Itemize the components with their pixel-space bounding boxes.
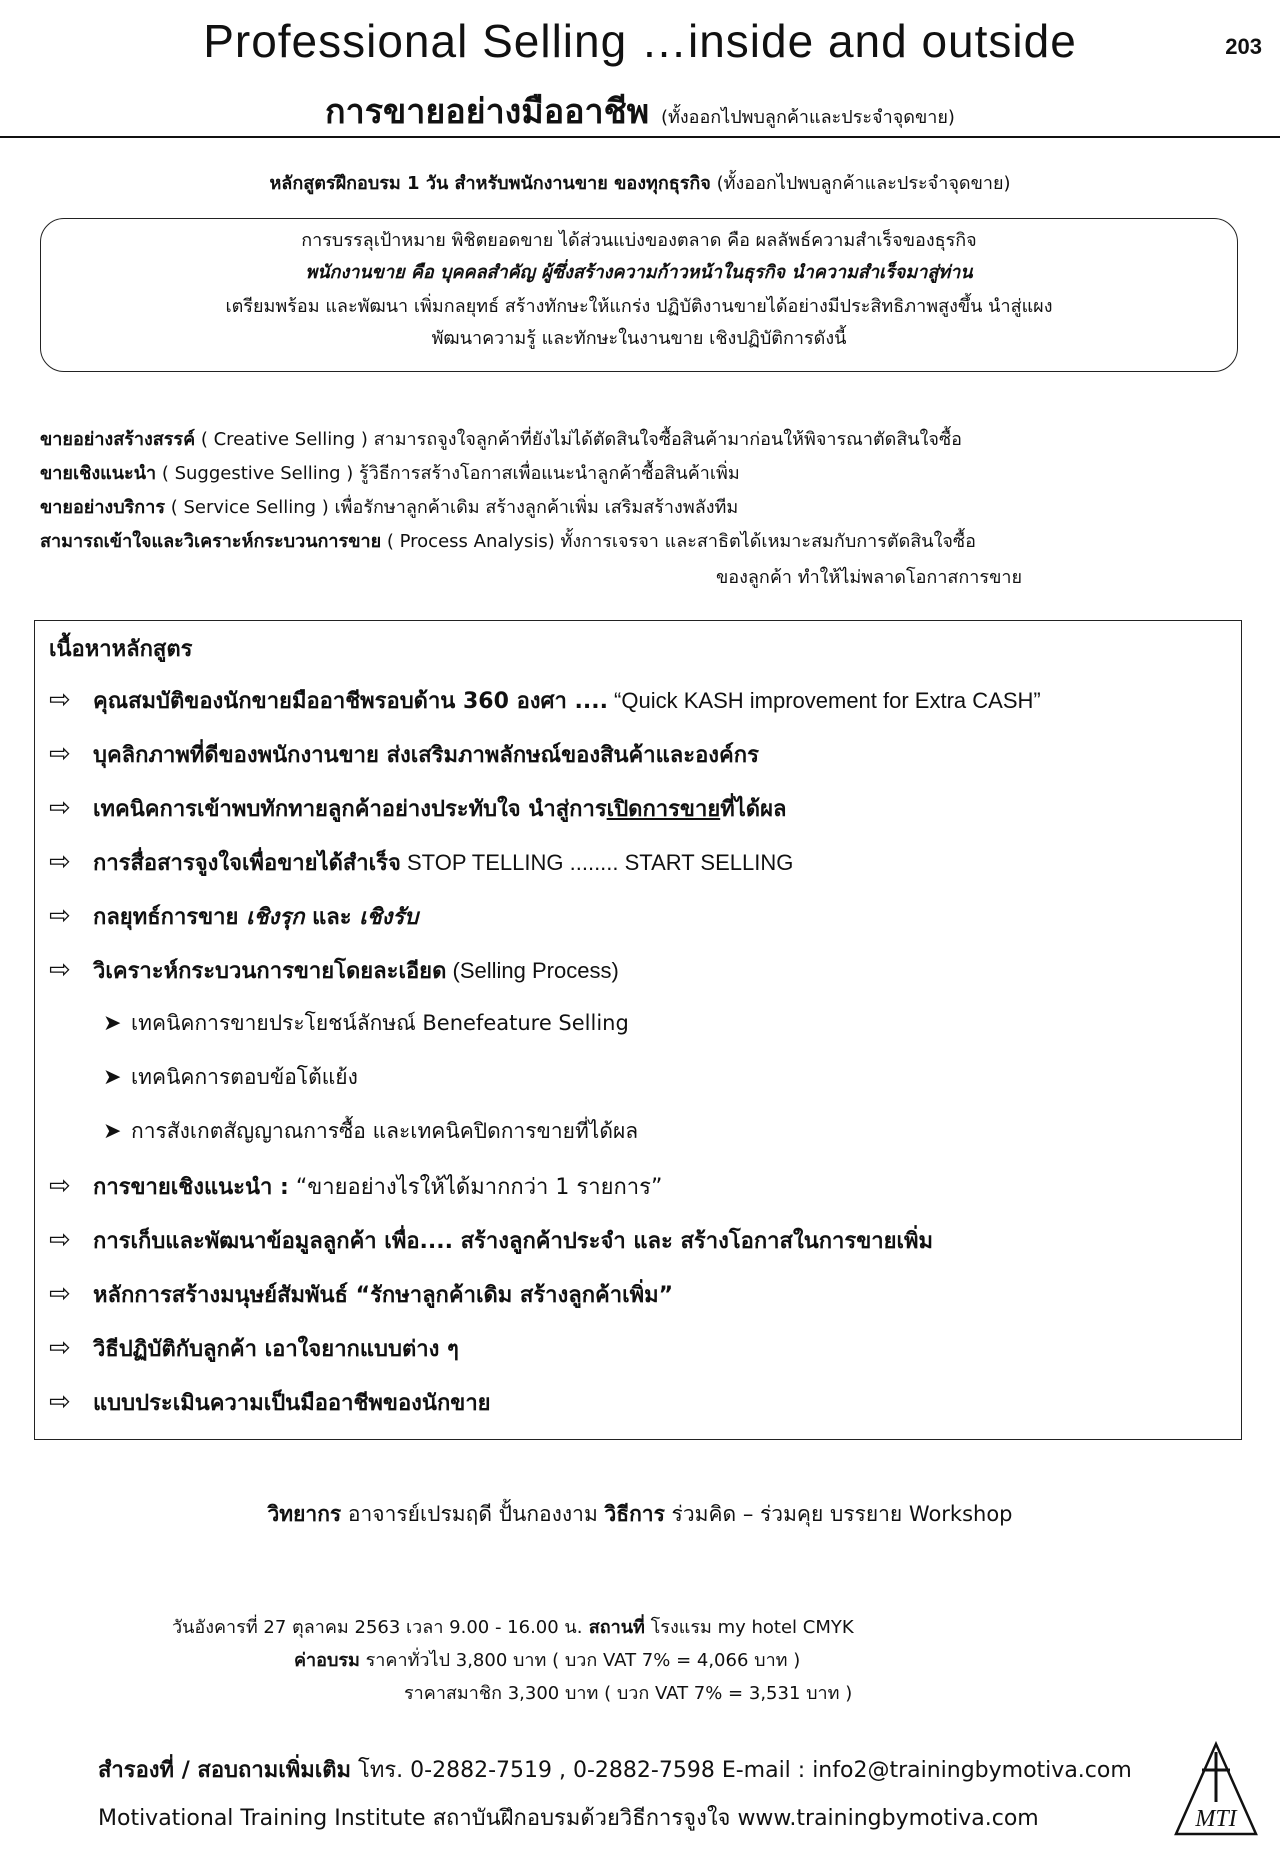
arrow-icon: ⇨	[49, 1171, 71, 1201]
selling-type-desc: ( Suggestive Selling ) รู้วิธีการสร้างโอกาสเพื่อแนะนำลูกค้าซื้อสินค้าเพิ่ม	[156, 463, 740, 484]
course-summary	[0, 168, 1280, 197]
mti-logo-text: MTI	[1195, 1806, 1237, 1832]
arrow-icon: ⇨	[49, 1333, 71, 1363]
speaker-name: อาจารย์เปรมฤดี ปั้นกองงาม	[341, 1502, 605, 1526]
speaker-label: วิทยากร	[267, 1502, 342, 1526]
intro-line: พนักงานขาย คือ บุคคลสำคัญ ผู้ซึ่งสร้างความก้าวหน้าในธุรกิจ นำความสำเร็จมาสู่ท่าน	[305, 262, 973, 283]
triangle-arrow-icon: ➤	[103, 1119, 122, 1144]
arrow-icon: ⇨	[49, 793, 71, 823]
arrow-icon: ⇨	[49, 1225, 71, 1255]
fee-general: ราคาทั่วไป 3,800 บาท ( บวก VAT 7% = 4,066 บาท )	[359, 1650, 801, 1671]
triangle-arrow-icon: ➤	[103, 1065, 122, 1090]
page-number: 203	[1225, 34, 1262, 59]
arrow-icon: ⇨	[49, 1279, 71, 1309]
method-label: วิธีการ	[604, 1502, 665, 1526]
content-item: ⇨ วิธีปฏิบัติกับลูกค้า เอาใจยากแบบต่าง ๆ	[49, 1333, 459, 1363]
content-item: ⇨ คุณสมบัติของนักขายมืออาชีพรอบด้าน 360 องศา .... “Quick KASH improvement for Extra CASH”	[49, 685, 1041, 715]
content-item: ⇨ การสื่อสารจูงใจเพื่อขายได้สำเร็จ STOP TELLING ........ START SELLING	[49, 847, 794, 877]
header-divider	[0, 136, 1280, 138]
venue-label: สถานที่	[582, 1617, 645, 1638]
content-item: ⇨ การขายเชิงแนะนำ : “ขายอย่างไรให้ได้มากกว่า 1 รายการ”	[49, 1171, 663, 1201]
content-sub-item: ➤ การสังเกตสัญญาณการซื้อ และเทคนิคปิดการขายที่ได้ผล	[103, 1119, 639, 1144]
content-item: ⇨ แบบประเมินความเป็นมืออาชีพของนักขาย	[49, 1387, 491, 1417]
intro-line: พัฒนาความรู้ และทักษะในงานขาย เชิงปฏิบัติการดังนี้	[431, 328, 847, 349]
content-item: ⇨ กลยุทธ์การขาย เชิงรุก และ เชิงรับ	[49, 901, 419, 931]
selling-type-row	[40, 458, 740, 487]
selling-type-label: ขายเชิงแนะนำ	[40, 463, 157, 484]
contact-line	[98, 1752, 1132, 1787]
arrow-icon: ⇨	[49, 739, 71, 769]
content-item: ⇨ เทคนิคการเข้าพบทักทายลูกค้าอย่างประทับใจ นำสู่การเปิดการขายที่ได้ผล	[49, 793, 787, 823]
fee-member: ราคาสมาชิก 3,300 บาท ( บวก VAT 7% = 3,531 บาท )	[404, 1683, 853, 1704]
course-summary-bold: หลักสูตรฝึกอบรม 1 วัน สำหรับพนักงานขาย ของทุกธุรกิจ	[269, 173, 711, 194]
intro-box	[40, 218, 1238, 372]
title-thai-main: การขายอย่างมืออาชีพ	[325, 92, 650, 132]
course-content-heading: เนื้อหาหลักสูตร	[49, 637, 193, 662]
venue-value: โรงแรม my hotel CMYK	[644, 1617, 854, 1638]
selling-type-row	[40, 526, 976, 555]
selling-type-desc: ( Process Analysis) ทั้งการเจรจา และสาธิตได้เหมาะสมกับการตัดสินใจซื้อ	[381, 531, 976, 552]
speaker-line	[0, 1498, 1280, 1531]
schedule-date: วันอังคารที่ 27 ตุลาคม 2563 เวลา 9.00 - 16.00 น.	[172, 1617, 583, 1638]
content-sub-item: ➤ เทคนิคการตอบข้อโต้แย้ง	[103, 1065, 358, 1090]
content-sub-item: ➤ เทคนิคการขายประโยชน์ลักษณ์ Benefeature Selling	[103, 1011, 629, 1036]
institute-line: Motivational Training Institute สถาบันฝึกอบรมด้วยวิธีการจูงใจ www.trainingbymotiva.com	[98, 1806, 1039, 1831]
content-item: ⇨ วิเคราะห์กระบวนการขายโดยละเอียด (Selling Process)	[49, 955, 619, 985]
selling-type-desc: ( Creative Selling ) สามารถจูงใจลูกค้าที่ยังไม่ได้ตัดสินใจซื้อสินค้ามาก่อนให้พิจารณาตัดสินใจซื้อ	[195, 429, 962, 450]
title-thai-sub: (ทั้งออกไปพบลูกค้าและประจำจุดขาย)	[660, 107, 955, 128]
intro-line: การบรรลุเป้าหมาย พิชิตยอดขาย ได้ส่วนแบ่งของตลาด คือ ผลลัพธ์ความสำเร็จของธุรกิจ	[301, 230, 977, 251]
selling-type-desc: ( Service Selling ) เพื่อรักษาลูกค้าเดิม สร้างลูกค้าเพิ่ม เสริมสร้างพลังทีม	[164, 497, 739, 518]
contact-label: สำรองที่ / สอบถามเพิ่มเติม	[98, 1758, 352, 1783]
content-item: ⇨ หลักการสร้างมนุษย์สัมพันธ์ “รักษาลูกค้าเดิม สร้างลูกค้าเพิ่ม”	[49, 1279, 674, 1309]
course-summary-note: (ทั้งออกไปพบลูกค้าและประจำจุดขาย)	[716, 173, 1011, 194]
title-english: Professional Selling …inside and outside	[203, 15, 1077, 67]
fee-label: ค่าอบรม	[294, 1650, 360, 1671]
selling-type-label: ขายอย่างสร้างสรรค์	[40, 429, 196, 450]
selling-type-label: ขายอย่างบริการ	[40, 497, 165, 518]
course-content-box	[34, 620, 1242, 1440]
selling-type-label: สามารถเข้าใจและวิเคราะห์กระบวนการขาย	[40, 531, 382, 552]
intro-line: เตรียมพร้อม และพัฒนา เพิ่มกลยุทธ์ สร้างทักษะให้แกร่ง ปฏิบัติงานขายได้อย่างมีประสิทธิภาพสูงขึ้น นำสู่แผง	[225, 296, 1053, 317]
arrow-icon: ⇨	[49, 901, 71, 931]
arrow-icon: ⇨	[49, 685, 71, 715]
mti-logo-icon	[1172, 1740, 1260, 1838]
arrow-icon: ⇨	[49, 955, 71, 985]
mti-logo	[1172, 1740, 1260, 1838]
contact-phones-email: โทร. 0-2882-7519 , 0-2882-7598 E-mail : info2@trainingbymotiva.com	[351, 1758, 1132, 1783]
content-item: ⇨ การเก็บและพัฒนาข้อมูลลูกค้า เพื่อ.... สร้างลูกค้าประจำ และ สร้างโอกาสในการขายเพิ่ม	[49, 1225, 934, 1255]
selling-type-tail: ของลูกค้า ทำให้ไม่พลาดโอกาสการขาย	[716, 567, 1023, 588]
triangle-arrow-icon: ➤	[103, 1011, 122, 1036]
selling-type-row	[40, 492, 738, 521]
arrow-icon: ⇨	[49, 1387, 71, 1417]
schedule-line	[172, 1612, 854, 1641]
fee-line	[294, 1645, 800, 1674]
title-thai	[0, 84, 1280, 138]
content-item: ⇨ บุคลิกภาพที่ดีของพนักงานขาย ส่งเสริมภาพลักษณ์ของสินค้าและองค์กร	[49, 739, 759, 769]
arrow-icon: ⇨	[49, 847, 71, 877]
method-value: ร่วมคิด – ร่วมคุย บรรยาย Workshop	[664, 1502, 1013, 1526]
selling-type-row	[40, 424, 962, 453]
